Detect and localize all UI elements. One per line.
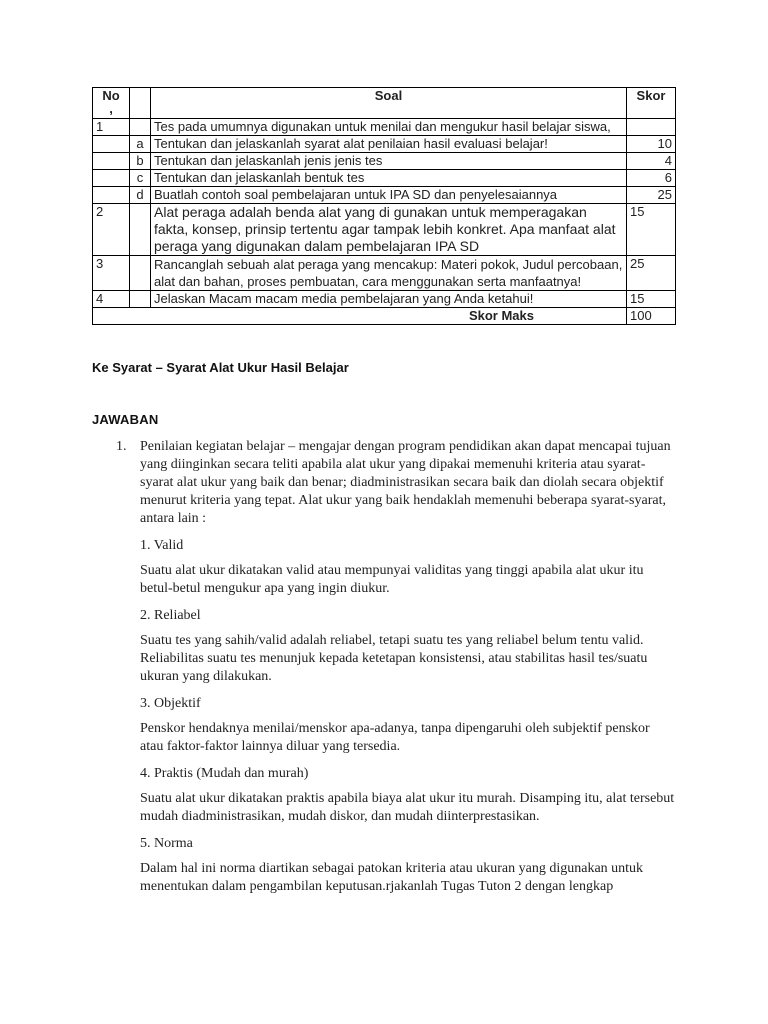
table-caption: Ke Syarat – Syarat Alat Ukur Hasil Belajar: [92, 360, 349, 375]
table-total-row: [93, 308, 676, 325]
row-sub: [130, 291, 151, 308]
table-row: [93, 204, 676, 256]
soal-table: [92, 87, 676, 325]
total-value: 100: [627, 308, 676, 325]
header-no: [93, 88, 130, 119]
criterion-text: Penskor hendaknya menilai/menskor apa-adanya, tanpa dipengaruhi oleh subjektif penskor atau faktor-faktor lainnya diluar yang tersedia.: [140, 721, 650, 754]
criterion-text: Suatu tes yang sahih/valid adalah reliabel, tetapi suatu tes yang reliabel belum tentu valid. Reliabilitas suatu tes menunjuk kepada ketetapan konsistensi, atau stabilitas hasil tes/suatu ukuran yang dilakukan.: [140, 633, 648, 684]
row-no: [93, 170, 130, 187]
row-sub: [130, 204, 151, 256]
table-row: [93, 187, 676, 204]
row-skor: 6: [627, 170, 676, 187]
row-text: Alat peraga adalah benda alat yang di gunakan untuk memperagakan fakta, konsep, prinsip tertentu agar tampak lebih konkret. Apa manfaat alat peraga yang digunakan dalam pembelajaran IPA SD: [151, 204, 627, 256]
row-text: Jelaskan Macam macam media pembelajaran yang Anda ketahui!: [151, 291, 627, 308]
header-skor: Skor: [627, 88, 676, 119]
criterion-title: 3. Objektif: [140, 696, 201, 711]
criterion-title: 2. Reliabel: [140, 608, 201, 623]
row-skor: [627, 119, 676, 136]
row-no: 1: [93, 119, 130, 136]
row-sub: c: [130, 170, 151, 187]
table-header-row: [93, 88, 676, 119]
row-text: Tentukan dan jelaskanlah bentuk tes: [151, 170, 627, 187]
row-no: [93, 136, 130, 153]
row-text: Buatlah contoh soal pembelajaran untuk IPA SD dan penyelesaiannya: [151, 187, 627, 204]
header-sub: [130, 88, 151, 119]
row-text: Tentukan dan jelaskanlah syarat alat penilaian hasil evaluasi belajar!: [151, 136, 627, 153]
row-skor: 10: [627, 136, 676, 153]
criterion-title: 5. Norma: [140, 836, 193, 851]
jawaban-heading: JAWABAN: [92, 412, 159, 427]
row-text: Tentukan dan jelaskanlah jenis jenis tes: [151, 153, 627, 170]
table-row: [93, 256, 676, 291]
criterion-text: Suatu alat ukur dikatakan valid atau mempunyai validitas yang tinggi apabila alat ukur itu betul-betul mengukur apa yang ingin diukur.: [140, 563, 644, 596]
answer-section: [116, 438, 676, 905]
header-soal: Soal: [151, 88, 627, 119]
row-no: [93, 153, 130, 170]
answer-number: 1.: [116, 439, 127, 454]
criterion-title: 4. Praktis (Mudah dan murah): [140, 766, 309, 781]
row-no: [93, 187, 130, 204]
row-skor: 15: [627, 204, 676, 256]
table-row: [93, 153, 676, 170]
row-sub: b: [130, 153, 151, 170]
row-sub: a: [130, 136, 151, 153]
header-no-label: No: [102, 88, 120, 103]
criterion-text: Suatu alat ukur dikatakan praktis apabila biaya alat ukur itu murah. Disamping itu, alat tersebut mudah diadministrasikan, mudah diskor, dan mudah diinterprestasikan.: [140, 791, 675, 824]
answer-body: [140, 438, 676, 896]
header-no-comma: ,: [109, 101, 113, 116]
table-row: [93, 170, 676, 187]
row-no: 4: [93, 291, 130, 308]
table-row: [93, 291, 676, 308]
table-row: [93, 136, 676, 153]
row-sub: [130, 119, 151, 136]
criterion-text: Dalam hal ini norma diartikan sebagai patokan kriteria atau ukuran yang digunakan untuk menentukan dalam pengambilan keputusan.rjakanlah Tugas Tuton 2 dengan lengkap: [140, 861, 644, 894]
row-no: 3: [93, 256, 130, 291]
row-skor: 4: [627, 153, 676, 170]
table-row: [93, 119, 676, 136]
row-skor: 15: [627, 291, 676, 308]
row-skor: 25: [627, 187, 676, 204]
row-sub: [130, 256, 151, 291]
row-text: Tes pada umumnya digunakan untuk menilai dan mengukur hasil belajar siswa,: [151, 119, 627, 136]
total-label: Skor Maks: [93, 308, 627, 325]
row-no: 2: [93, 204, 130, 256]
answer-intro: Penilaian kegiatan belajar – mengajar dengan program pendidikan akan dapat mencapai tujuan yang diinginkan secara teliti apabila alat ukur yang dipakai memenuhi kriteria atau syarat-syarat alat ukur yang baik dan benar; diadministrasikan secara baik dan diolah secara objektif menurut kriteria yang tepat. Alat ukur yang baik hendaklah memenuhi beberapa syarat-syarat, antara lain :: [140, 439, 671, 526]
criterion-title: 1. Valid: [140, 538, 184, 553]
row-skor: 25: [627, 256, 676, 291]
row-sub: d: [130, 187, 151, 204]
row-text: Rancanglah sebuah alat peraga yang mencakup: Materi pokok, Judul percobaan, alat dan bahan, proses pembuatan, cara menggunakan serta manfaatnya!: [151, 256, 627, 291]
